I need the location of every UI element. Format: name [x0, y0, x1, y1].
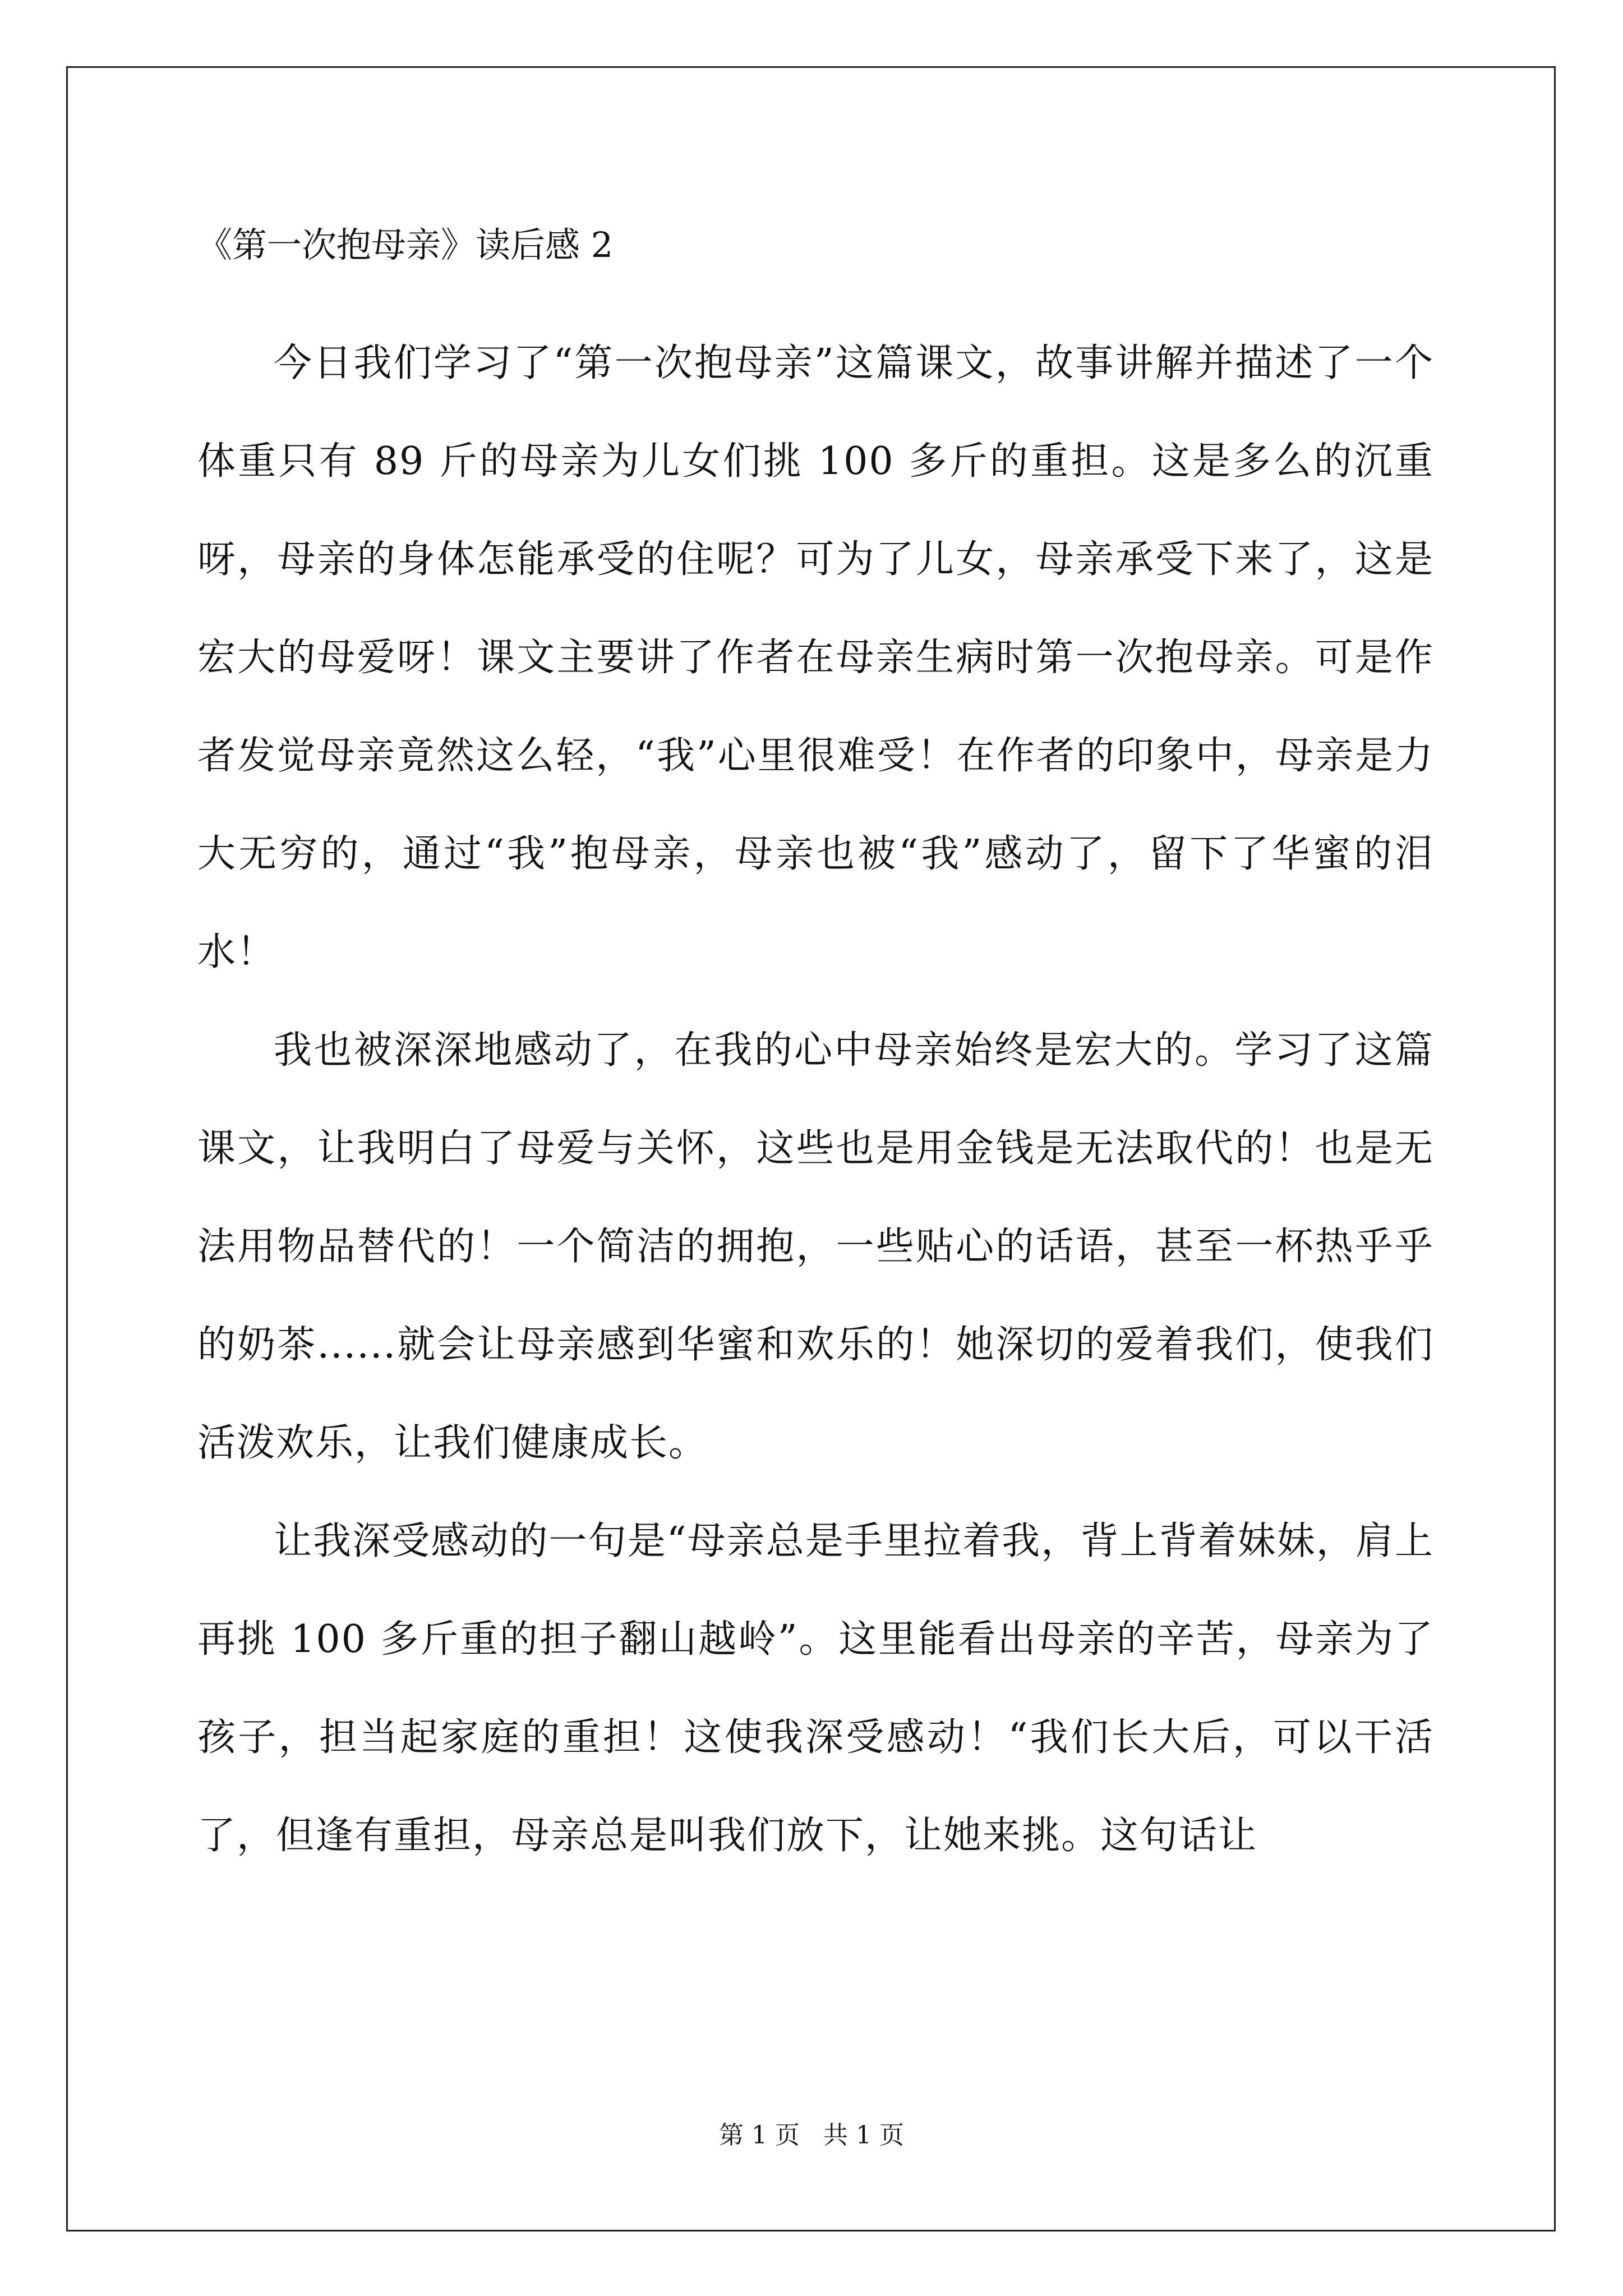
paragraph-3: 让我深受感动的一句是“母亲总是手里拉着我，背上背着妹妹，肩上再挑 100 多斤重的担子翻山越岭”。这里能看出母亲的辛苦，母亲为了孩子，担当起家庭的重担！这使我深受感动！“我们长大后，可以干活了，但逢有重担，母亲总是叫我们放下，让她来挑。这句话让	[197, 1519, 1434, 1858]
paragraph-1: 今日我们学习了“第一次抱母亲”这篇课文，故事讲解并描述了一个体重只有 89 斤的母亲为儿女们挑 100 多斤的重担。这是多么的沉重呀，母亲的身体怎能承受的住呢？可为了儿女，母亲承受下来了，这是宏大的母爱呀！课文主要讲了作者在母亲生病时第一次抱母亲。可是作者发觉母亲竟然这么轻，“我”心里很难受！在作者的印象中，母亲是力大无穷的，通过“我”抱母亲，母亲也被“我”感动了，留下了华蜜的泪水！	[197, 341, 1434, 974]
page-footer: 第 1 页 共 1 页	[719, 2121, 904, 2150]
paragraph-2: 我也被深深地感动了，在我的心中母亲始终是宏大的。学习了这篇课文，让我明白了母爱与关怀，这些也是用金钱是无法取代的！也是无法用物品替代的！一个简洁的拥抱，一些贴心的话语，甚至一杯热乎乎的奶茶......就会让母亲感到华蜜和欢乐的！她深切的爱着我们，使我们活泼欢乐，让我们健康成长。	[197, 1028, 1434, 1465]
document-title: 《第一次抱母亲》读后感 2	[197, 224, 614, 265]
document-body	[197, 314, 1434, 1885]
